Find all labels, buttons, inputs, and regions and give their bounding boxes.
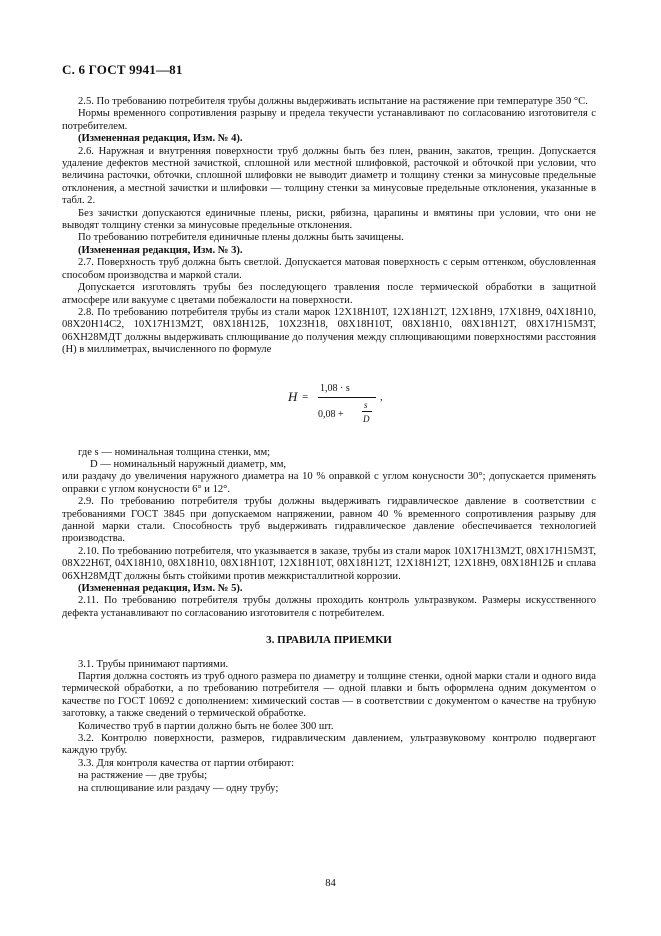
paragraph: (Измененная редакция, Изм. № 3).	[78, 244, 243, 256]
paragraph: Нормы временного сопротивления разрыву и предела текучести устанавливают по согласованию изготовителя с потребителем.	[62, 108, 596, 132]
paragraph: 3.3. Для контроля качества от партии отбирают:	[78, 757, 295, 769]
formula-equals: =	[302, 390, 309, 403]
paragraph: 2.5. По требованию потребителя трубы должны выдерживать испытание на растяжение при температуре 350 °С.	[78, 96, 588, 107]
paragraph: Допускается изготовлять трубы без последующего травления после термической обработки в защитной атмосфере или вакууме с цветами побежалости на поверхности.	[62, 282, 596, 306]
document-body	[62, 96, 596, 795]
paragraph: 2.11. По требованию потребителя трубы должны проходить контроль ультразвуком. Размеры искусственного дефекта устанавливают по согласованию изготовителя с потребителем.	[62, 595, 596, 619]
paragraph: на растяжение — две трубы;	[78, 770, 208, 782]
paragraph: 2.8. По требованию потребителя трубы из стали марок 12Х18Н10Т, 12Х18Н12Т, 12Х18Н9, 17Х18Н9, 04Х18Н10, 08Х20Н14С2, 10Х17Н13М2Т, 08Х18Н12Б, 10Х23Н18, 08Х18Н10Т, 08Х18Н10, 08Х18Н12Т, 08Х17Н15М3Т, 06ХН28МДТ должны выдерживать сплющивание до получения между сплющивающими поверхностями расстояния (Н) в миллиметрах, вычисленного по формуле	[62, 306, 596, 356]
paragraph: 3.1. Трубы принимают партиями.	[78, 658, 229, 670]
formula-denominator: 0,08 +	[318, 408, 344, 420]
paragraph: По требованию потребителя единичные плены должны быть зачищены.	[78, 232, 404, 244]
paragraph: (Измененная редакция, Изм. № 5).	[78, 583, 243, 594]
formula-inner-numerator: s	[364, 399, 368, 410]
section-title: 3. ПРАВИЛА ПРИЕМКИ	[266, 634, 392, 647]
paragraph: D — номинальный наружный диаметр, мм,	[90, 458, 287, 470]
paragraph: 2.9. По требованию потребителя трубы должны выдерживать гидравлическое давление в соответствии с требованиями ГОСТ 3845 при допускаемом напряжении, равном 40 % временного сопротивления разрыву для данной марки стали. Способность труб выдерживать гидравлическое давление обеспечивается технологией производства.	[62, 496, 596, 545]
paragraph: 2.7. Поверхность труб должна быть светлой. Допускается матовая поверхность с серым оттенком, обусловленная способом производства и маркой стали.	[62, 257, 596, 281]
page-header: С. 6 ГОСТ 9941—81	[62, 62, 183, 77]
paragraphs-top	[62, 96, 596, 357]
paragraph: или раздачу до увеличения наружного диаметра на 10 % оправкой с углом конусности 30°; допускается применять оправки с углом конусности 6° и 12°.	[62, 471, 596, 495]
paragraph: 2.10. По требованию потребителя, что указывается в заказе, трубы из стали марок 10Х17Н13М2Т, 08Х17Н15М3Т, 08Х22Н6Т, 04Х18Н10, 08Х18Н10, 08Х18Н10Т, 12Х18Н10Т, 08Х18Н12Т, 12Х18Н12Т, 12Х18Н9, 08Х18Н12Б и сплава 06ХН28МДТ должны быть стойкими против межкристаллитной коррозии.	[62, 545, 596, 582]
paragraph: где s — номинальная толщина стенки, мм;	[78, 446, 271, 458]
paragraph: Количество труб в партии должно быть не более 300 шт.	[78, 720, 334, 732]
paragraph: 2.6. Наружная и внутренняя поверхности труб должны быть без плен, рванин, закатов, трещин. Допускается удаление дефектов местной зачисткой, сплошной или местной шлифовкой, расточкой и обточкой при условии, что величина расточки, обточки, сплошной шлифовки не выводит диаметр и толщину стенки за минусовые предельные отклонения, а местной зачистки и шлифовки — толщину стенки за минусовые предельные отклонения, указанные в табл. 2.	[62, 145, 596, 207]
paragraph: Без зачистки допускаются единичные плены, риски, рябизна, царапины и вмятины при условии, что они не выводят толщину стенки за минусовые предельные отклонения.	[62, 207, 596, 232]
paragraph: Партия должна состоять из труб одного размера по диаметру и толщине стенки, одной марки стали и одного вида термической обработки, а по требованию потребителя — одной плавки и быть оформлена одним документом о качестве по ГОСТ 10692 с дополнением: химический состав — в соответствии с документом о качестве на трубную заготовку, а также сведений о термической обработке.	[62, 671, 596, 720]
paragraphs-mid	[62, 447, 596, 621]
inner-fraction-bar	[362, 411, 372, 412]
page-number: 84	[325, 878, 336, 889]
paragraph: на сплющивание или раздачу — одну трубу;	[78, 782, 279, 794]
formula-expression	[288, 373, 408, 437]
fraction-bar	[318, 397, 376, 398]
paragraphs-bottom	[62, 659, 596, 795]
paragraph: 3.2. Контролю поверхности, размеров, гидравлическим давлением, ультразвуковому контролю подвергают каждую трубу.	[62, 733, 596, 757]
formula-inner-denominator: D	[363, 413, 370, 424]
formula-lhs: H	[288, 388, 298, 404]
formula-tail: ,	[380, 390, 383, 403]
paragraph: (Измененная редакция, Изм. № 4).	[78, 133, 243, 145]
formula	[62, 373, 596, 437]
formula-numerator: 1,08 · s	[320, 382, 350, 394]
